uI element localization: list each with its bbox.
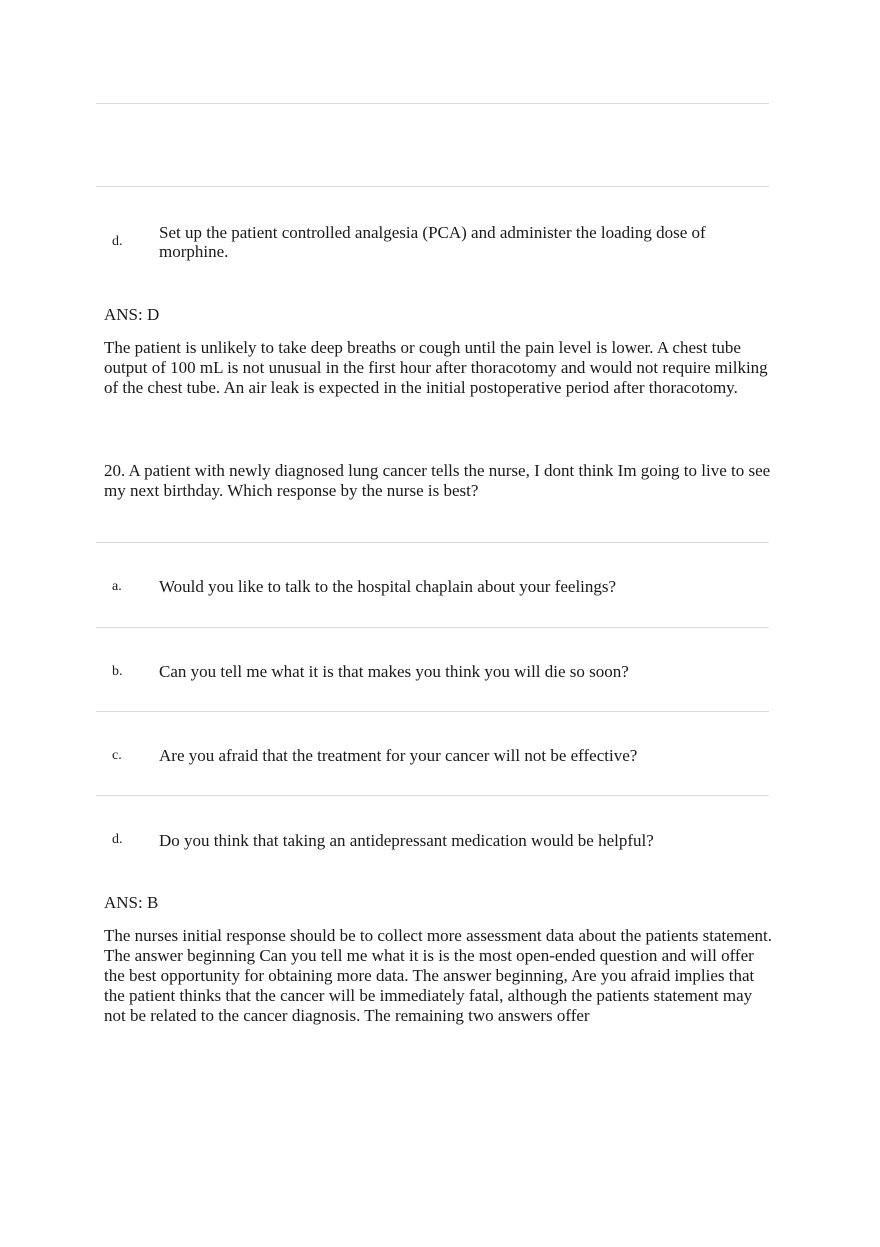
- rationale-text: The patient is unlikely to take deep breaths or cough until the pain level is lower. A chest tube output of 100 mL is not unusual in the first hour after thoracotomy and would not require milking of the chest tube. An air leak is expected in the initial postoperative period after thoracotomy.: [104, 338, 768, 397]
- option-letter: a.: [112, 579, 122, 594]
- divider: [96, 103, 769, 104]
- option-letter: b.: [112, 664, 123, 679]
- option-text: Set up the patient controlled analgesia (PCA) and administer the loading dose of morphine.: [159, 223, 706, 261]
- divider: [96, 542, 769, 543]
- option-text: Can you tell me what it is that makes you think you will die so soon?: [159, 662, 629, 681]
- option-letter: d.: [112, 832, 123, 847]
- rationale-text: The nurses initial response should be to collect more assessment data about the patients statement. The answer beginning Can you tell me what it is is the most open-ended question and will offer the best opportunity for obtaining more data. The answer beginning, Are you afraid implies that the patient thinks that the cancer will be immediately fatal, although the patients statement may not be related to the cancer diagnosis. The remaining two answers offer: [104, 926, 773, 1025]
- option-letter: c.: [112, 748, 122, 763]
- question-text: 20. A patient with newly diagnosed lung cancer tells the nurse, I dont think Im going to live to see my next birthday. Which response by the nurse is best?: [104, 461, 771, 500]
- divider: [96, 627, 769, 628]
- option-text: Are you afraid that the treatment for your cancer will not be effective?: [159, 746, 638, 765]
- divider: [96, 795, 769, 796]
- option-text: Would you like to talk to the hospital chaplain about your feelings?: [159, 577, 617, 596]
- answer-key: ANS: B: [104, 893, 159, 912]
- divider: [96, 711, 769, 712]
- divider: [96, 186, 769, 187]
- option-letter: d.: [112, 234, 123, 249]
- option-text: Do you think that taking an antidepressant medication would be helpful?: [159, 831, 654, 850]
- answer-key: ANS: D: [104, 305, 160, 324]
